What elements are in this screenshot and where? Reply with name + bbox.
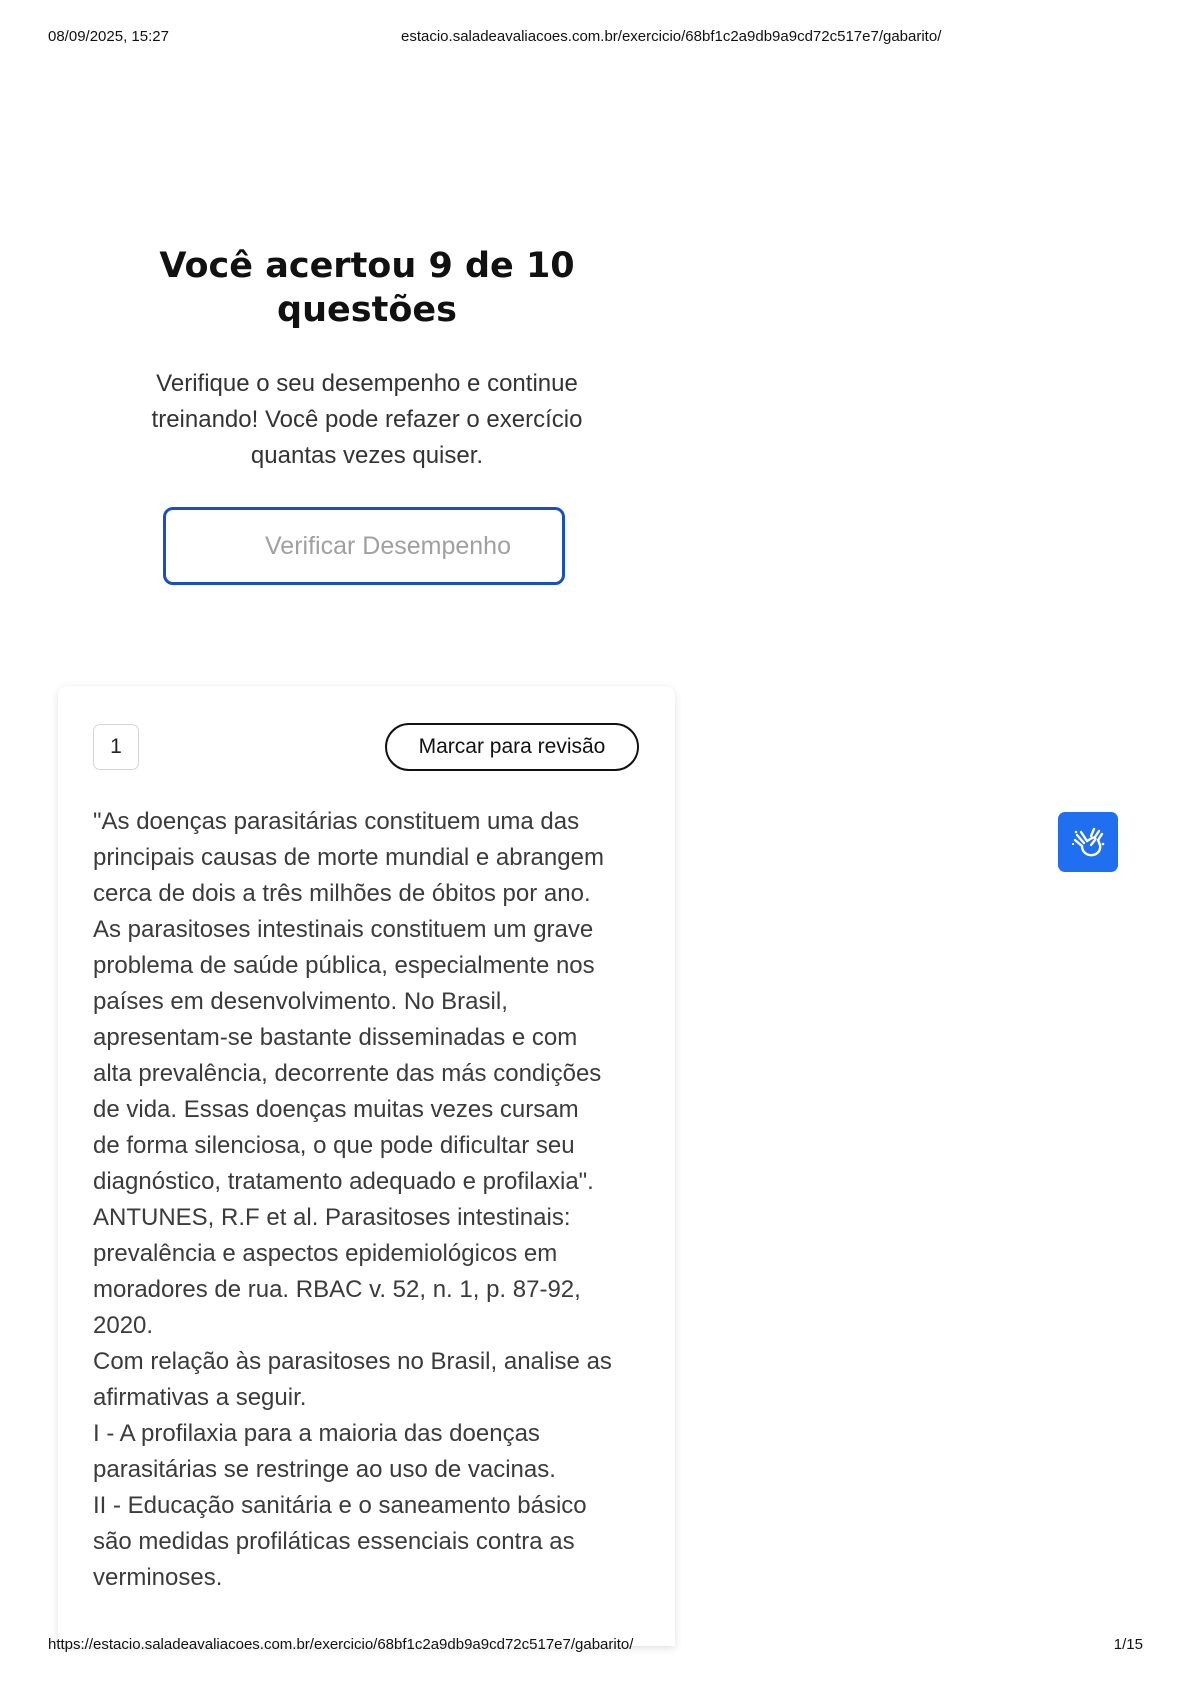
question-text-line: de forma silenciosa, o que pode dificultar seu [93,1132,575,1159]
question-text-line: Com relação às parasitoses no Brasil, analise as [93,1348,612,1375]
question-number-badge: 1 [93,724,139,770]
page-number: 1/15 [1113,1636,1143,1653]
sign-language-hands-icon [1068,822,1108,862]
question-text-line: apresentam-se bastante disseminadas e com [93,1024,578,1051]
result-title-line-2: questões [277,290,457,330]
question-card [58,686,675,1646]
result-subtitle-line: quantas vezes quiser. [250,442,484,469]
question-text-line: parasitárias se restringe ao uso de vacinas. [93,1456,556,1483]
result-title-line-1: Você acertou 9 de 10 [159,246,575,286]
question-text-line: países em desenvolvimento. No Brasil, [93,988,508,1015]
question-text-line: ANTUNES, R.F et al. Parasitoses intestinais: [93,1204,571,1231]
question-text-line: 2020. [93,1312,154,1339]
question-text-line: problema de saúde pública, especialmente nos [93,952,595,979]
question-text-line: verminoses. [93,1564,223,1591]
question-text-line: I - A profilaxia para a maioria das doenças [93,1420,540,1447]
print-footer-url: https://estacio.saladeavaliacoes.com.br/exercicio/68bf1c2a9db9a9cd72c517e7/gabarito/ [48,1636,634,1653]
question-text-line: de vida. Essas doenças muitas vezes cursam [93,1096,579,1123]
print-footer [0,1636,1191,1656]
question-text-line: cerca de dois a três milhões de óbitos por ano. [93,880,591,907]
question-text-line: diagnóstico, tratamento adequado e profilaxia". [93,1168,594,1195]
question-text [93,804,653,1596]
result-summary [100,244,634,474]
question-text-line: principais causas de morte mundial e abrangem [93,844,604,871]
result-subtitle-line: Verifique o seu desempenho e continue [156,370,578,397]
question-text-line: moradores de rua. RBAC v. 52, n. 1, p. 87-92, [93,1276,581,1303]
verify-performance-button[interactable]: Verificar Desempenho [163,507,565,585]
result-title [100,244,634,332]
sign-language-accessibility-button[interactable] [1058,812,1118,872]
print-header [0,28,1191,48]
question-text-line: são medidas profiláticas essenciais contra as [93,1528,575,1555]
print-header-url: estacio.saladeavaliacoes.com.br/exercicio/68bf1c2a9db9a9cd72c517e7/gabarito/ [401,28,942,45]
question-text-line: II - Educação sanitária e o saneamento básico [93,1492,587,1519]
question-text-line: "As doenças parasitárias constituem uma das [93,808,580,835]
mark-for-review-button[interactable]: Marcar para revisão [385,723,639,771]
print-datetime: 08/09/2025, 15:27 [48,28,169,45]
question-text-line: prevalência e aspectos epidemiológicos em [93,1240,558,1267]
question-text-line: afirmativas a seguir. [93,1384,307,1411]
result-subtitle [100,366,634,474]
question-text-line: alta prevalência, decorrente das más condições [93,1060,602,1087]
question-text-line: As parasitoses intestinais constituem um grave [93,916,594,943]
result-subtitle-line: treinando! Você pode refazer o exercício [151,406,583,433]
